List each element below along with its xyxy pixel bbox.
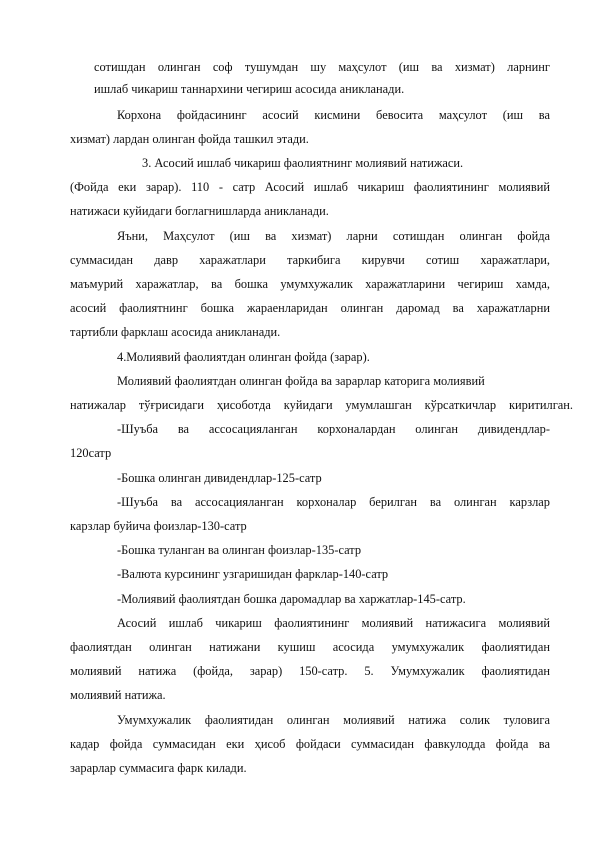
text-line: молиявий натижа (фойда, зарар) 150-сатр. 5. Умумхужалик фаолиятидан (70, 664, 550, 678)
list-item: -Бошка туланган ва олинган фоизлар-135-сатр (117, 543, 362, 557)
text-line: (Фойда еки зарар). 110 - сатр Асосий ишлаб чикариш фаолиятининг молиявий (70, 180, 550, 194)
text-line: ишлаб чикариш таннархини чегириш асосида аникланади. (94, 82, 405, 96)
text-line: кадар фойда суммасидан еки ҳисоб фойдаси суммасидан фавкулодда фойда ва (70, 737, 550, 751)
text-line: асосий фаолиятнинг бошка жараенларидан олинган даромад ва харажатларни (70, 301, 550, 315)
text-line: натижалар тўғрисидаги ҳисоботда куйидаги умумлашган кўрсаткичлар киритилган. (70, 398, 573, 412)
text-line: суммасидан давр харажатлари таркибига кирувчи сотиш харажатлари, (70, 253, 550, 267)
section-heading: 4.Молиявий фаолиятдан олинган фойда (зарар). (117, 350, 370, 364)
text-line: маъмурий харажатлар, ва бошка умумхужалик харажатларини чегириш хамда, (70, 277, 550, 291)
text-line: фаолиятдан олинган натижани кушиш асосида умумхужалик фаолиятидан (70, 640, 550, 654)
text-line: 120сатр (70, 446, 112, 460)
text-line: сотишдан олинган соф тушумдан шу маҳсулот (иш ва хизмат) ларнинг (94, 60, 550, 74)
text-line: молиявий натижа. (70, 688, 166, 702)
list-item: -Шуъба ва ассосацияланган корхоналардан олинган дивидендлар- (117, 422, 550, 436)
list-item: -Валюта курсининг узгаришидан фарклар-140-сатр (117, 567, 389, 581)
text-line: Асосий ишлаб чикариш фаолиятининг молиявий натижасига молиявий (117, 616, 550, 630)
text-line: Умумхужалик фаолиятидан олинган молиявий натижа солик туловига (117, 713, 550, 727)
text-line: карзлар буйича фоизлар-130-сатр (70, 519, 247, 533)
list-item: -Шуъба ва ассосацияланган корхоналар берилган ва олинган карзлар (117, 495, 550, 509)
list-item: -Молиявий фаолиятдан бошка даромадлар ва харжатлар-145-сатр. (117, 592, 466, 606)
text-line: тартибли фарклаш асосида аникланади. (70, 325, 281, 339)
text-line: Молиявий фаолиятдан олинган фойда ва зарарлар каторига молиявий (117, 374, 485, 388)
text-line: Корхона фойдасининг асосий кисмини бевосита маҳсулот (иш ва (117, 108, 550, 122)
text-line: хизмат) лардан олинган фойда ташкил этади. (70, 132, 309, 146)
text-line: Яъни, Маҳсулот (иш ва хизмат) ларни сотишдан олинган фойда (117, 229, 550, 243)
list-item: -Бошка олинган дивидендлар-125-сатр (117, 471, 322, 485)
section-heading: 3. Асосий ишлаб чикариш фаолиятнинг молиявий натижаси. (142, 156, 464, 170)
text-line: зарарлар суммасига фарк килади. (70, 761, 247, 775)
text-line: натижаси куйидаги боглагнишларда аникланади. (70, 204, 329, 218)
